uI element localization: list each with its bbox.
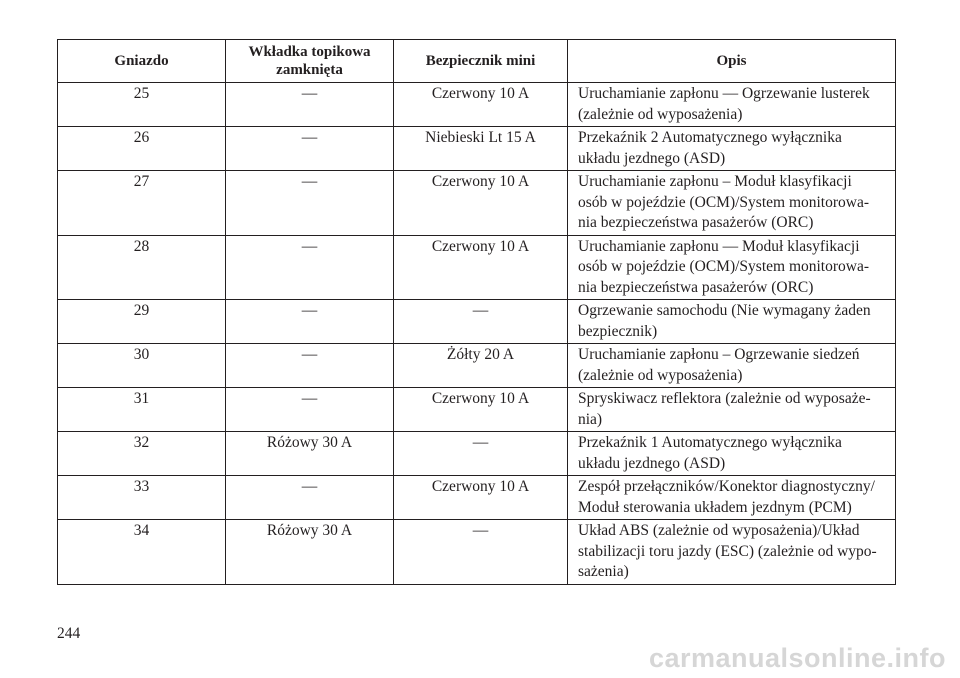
opis-line: Moduł sterowania układem jezdnym (PCM) xyxy=(578,498,852,516)
opis-line: (zależnie od wyposażenia) xyxy=(578,366,743,384)
cell-wkladka: Różowy 30 A xyxy=(226,520,394,585)
cell-wkladka: — xyxy=(226,344,394,388)
opis-line: sażenia) xyxy=(578,563,629,580)
table-row xyxy=(58,388,896,432)
table-row xyxy=(58,344,896,388)
cell-gniazdo: 26 xyxy=(58,127,226,171)
cell-mini: — xyxy=(394,300,568,344)
table-row xyxy=(58,127,896,171)
cell-gniazdo: 34 xyxy=(58,520,226,585)
opis-line: układu jezdnego (ASD) xyxy=(578,454,726,472)
cell-gniazdo: 25 xyxy=(58,83,226,127)
cell-opis xyxy=(568,235,896,300)
header-opis: Opis xyxy=(568,40,896,83)
cell-mini: Niebieski Lt 15 A xyxy=(394,127,568,171)
cell-gniazdo: 27 xyxy=(58,171,226,236)
opis-line: układu jezdnego (ASD) xyxy=(578,149,726,167)
cell-wkladka: — xyxy=(226,127,394,171)
cell-gniazdo: 29 xyxy=(58,300,226,344)
cell-opis xyxy=(568,83,896,127)
cell-mini: — xyxy=(394,520,568,585)
cell-wkladka: — xyxy=(226,300,394,344)
table-row xyxy=(58,300,896,344)
header-wkladka xyxy=(226,40,394,83)
cell-mini: Żółty 20 A xyxy=(394,344,568,388)
cell-opis xyxy=(568,520,896,585)
cell-mini: — xyxy=(394,432,568,476)
cell-opis xyxy=(568,388,896,432)
cell-opis xyxy=(568,171,896,236)
cell-opis xyxy=(568,300,896,344)
opis-line: nia bezpieczeństwa pasażerów (ORC) xyxy=(578,278,814,296)
cell-wkladka: — xyxy=(226,388,394,432)
cell-gniazdo: 28 xyxy=(58,235,226,300)
fuse-table xyxy=(57,39,896,585)
table-row xyxy=(58,171,896,236)
cell-mini: Czerwony 10 A xyxy=(394,171,568,236)
opis-line: Ogrzewanie samochodu (Nie wymagany żaden xyxy=(578,302,871,319)
table-body xyxy=(58,83,896,585)
cell-wkladka: Różowy 30 A xyxy=(226,432,394,476)
cell-opis xyxy=(568,476,896,520)
opis-line: osób w pojeździe (OCM)/System monitorowa- xyxy=(578,258,870,275)
cell-opis xyxy=(568,344,896,388)
opis-line: osób w pojeździe (OCM)/System monitorowa- xyxy=(578,193,870,211)
opis-line: Uruchamianie zapłonu — Moduł klasyfikacji xyxy=(578,237,860,255)
cell-wkladka: — xyxy=(226,83,394,127)
opis-line: Uruchamianie zapłonu — Ogrzewanie lusterek xyxy=(578,85,870,102)
header-wkladka-line2: zamknięta xyxy=(276,62,343,78)
table-row xyxy=(58,235,896,300)
cell-gniazdo: 33 xyxy=(58,476,226,520)
cell-wkladka: — xyxy=(226,171,394,236)
cell-mini: Czerwony 10 A xyxy=(394,388,568,432)
header-mini: Bezpiecznik mini xyxy=(394,40,568,83)
cell-wkladka: — xyxy=(226,476,394,520)
opis-line: nia bezpieczeństwa pasażerów (ORC) xyxy=(578,214,814,231)
opis-line: Układ ABS (zależnie od wyposażenia)/Układ xyxy=(578,522,860,539)
table-row xyxy=(58,476,896,520)
opis-line: Spryskiwacz reflektora (zależnie od wyposaże- xyxy=(578,390,871,407)
opis-line: Zespół przełączników/Konektor diagnostyczny/ xyxy=(578,478,875,495)
opis-line: Przekaźnik 1 Automatycznego wyłącznika xyxy=(578,434,842,451)
cell-opis xyxy=(568,432,896,476)
table-row xyxy=(58,432,896,476)
cell-mini: Czerwony 10 A xyxy=(394,83,568,127)
cell-mini: Czerwony 10 A xyxy=(394,235,568,300)
cell-mini: Czerwony 10 A xyxy=(394,476,568,520)
table-row xyxy=(58,520,896,585)
opis-line: stabilizacji toru jazdy (ESC) (zależnie od wypo- xyxy=(578,542,877,560)
opis-line: nia) xyxy=(578,410,603,428)
cell-wkladka: — xyxy=(226,235,394,300)
cell-gniazdo: 30 xyxy=(58,344,226,388)
cell-gniazdo: 31 xyxy=(58,388,226,432)
watermark: carmanualsonline.info xyxy=(648,643,946,673)
table-row xyxy=(58,83,896,127)
header-gniazdo: Gniazdo xyxy=(58,40,226,83)
table-header-row xyxy=(58,40,896,83)
opis-line: bezpiecznik) xyxy=(578,322,658,340)
opis-line: (zależnie od wyposażenia) xyxy=(578,105,743,123)
header-wkladka-line1: Wkładka topikowa xyxy=(248,44,371,60)
page-number: 244 xyxy=(57,625,81,642)
opis-line: Przekaźnik 2 Automatycznego wyłącznika xyxy=(578,129,842,146)
cell-gniazdo: 32 xyxy=(58,432,226,476)
opis-line: Uruchamianie zapłonu – Ogrzewanie siedzeń xyxy=(578,346,860,363)
cell-opis xyxy=(568,127,896,171)
opis-line: Uruchamianie zapłonu – Moduł klasyfikacji xyxy=(578,173,852,190)
